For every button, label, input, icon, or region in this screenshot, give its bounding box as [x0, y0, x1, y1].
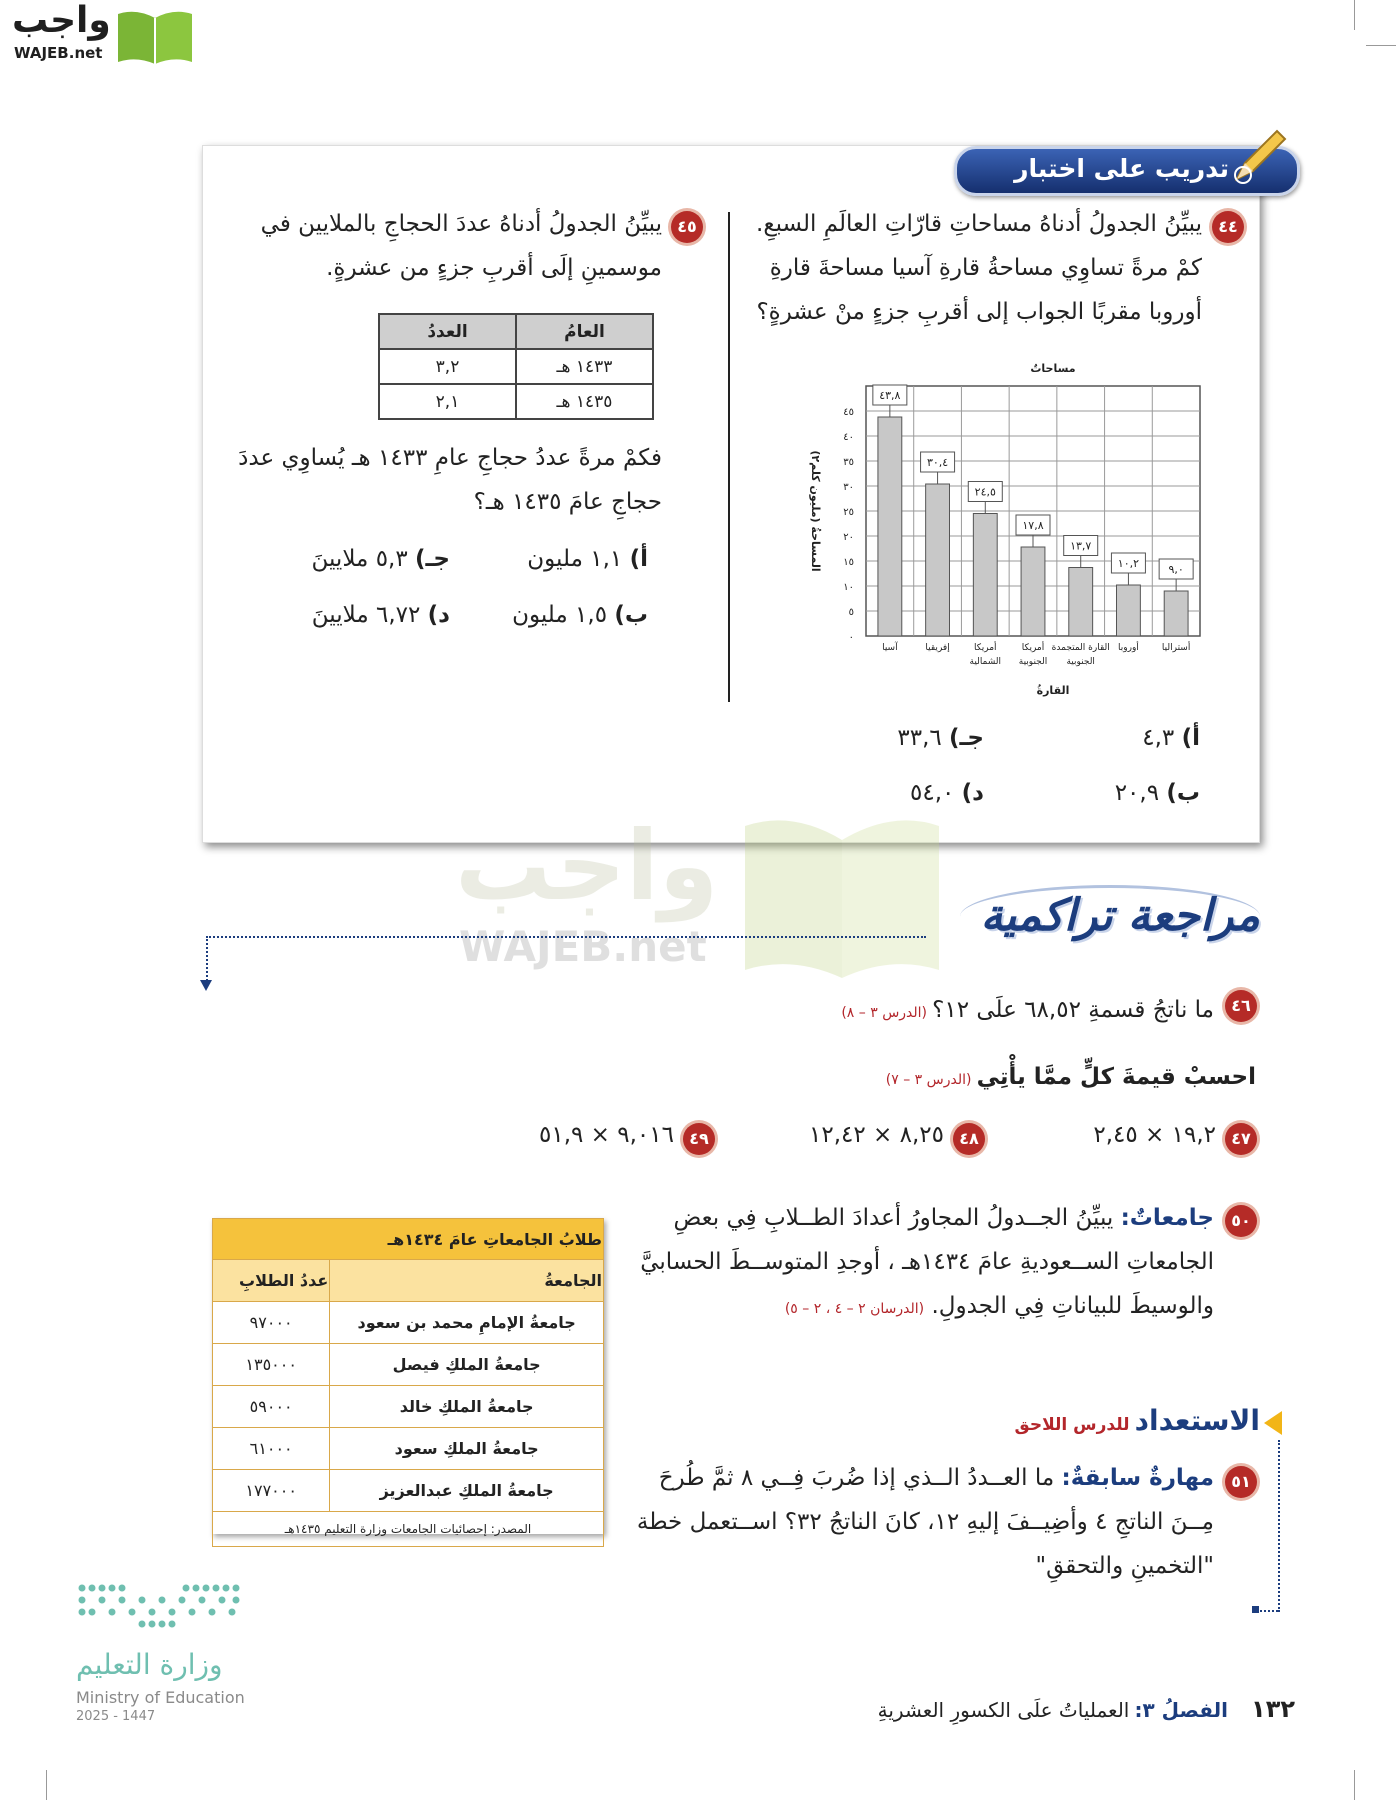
q48-badge: ٤٨	[953, 1123, 985, 1155]
q51-line: "التخمينِ والتحققِ"	[1035, 1553, 1214, 1579]
q45-option-letter: أ)	[629, 546, 648, 572]
test-practice-banner	[954, 146, 1300, 196]
q44-option-letter: ب)	[1166, 780, 1200, 806]
page-number: ١٣٢	[1251, 1695, 1295, 1723]
q51-line: مِــنَ الناتجِ ٤ وأضِيــفَ إليهِ ١٢، كانَ الناتجُ ٣٢؟ اســتعمل خطة	[636, 1509, 1214, 1535]
square-marker-icon	[1252, 1606, 1259, 1613]
calc-instruction	[880, 1064, 1256, 1090]
university-name-cell: جامعةُ الإمامِ محمد بن سعود	[330, 1302, 604, 1344]
q45-question	[232, 436, 662, 524]
x-tick-label: أمريكا	[1021, 643, 1045, 653]
table-row	[213, 1344, 604, 1386]
x-tick-label: إفريقيا	[925, 643, 950, 653]
data-label: ٤٣,٨	[879, 389, 901, 402]
y-axis-label: المساحةُ (مليون كلم٢)	[809, 450, 822, 572]
x-tick-label: آسيا	[882, 643, 898, 653]
bar	[1117, 585, 1141, 636]
hajj-table-header: العددُ	[379, 314, 516, 349]
data-label: ٢٤,٥	[974, 485, 996, 499]
chapter-title: العملياتُ علَى الكسورِ العشريةِ	[877, 1698, 1130, 1722]
watermark	[455, 810, 955, 990]
q44-option-c[interactable]	[860, 725, 984, 751]
bar	[1021, 547, 1045, 636]
review-dotted-line	[206, 936, 926, 938]
x-tick-label: الجنوبية	[1018, 657, 1048, 667]
q46-text: ما ناتجُ قسمةِ ٦٨,٥٢ علَى ١٢؟	[932, 997, 1214, 1023]
q45-badge: ٤٥	[671, 211, 703, 243]
q50-line: والوسيطَ للبياناتِ فِي الجدولِ.	[931, 1293, 1214, 1319]
prep-title: الاستعداد	[1134, 1404, 1260, 1437]
q44-option-letter: أ)	[1181, 725, 1200, 751]
q47-badge: ٤٧	[1225, 1123, 1257, 1155]
wajeb-logo	[8, 0, 188, 68]
prep-dotted-end	[1256, 1610, 1278, 1612]
review-title: مراجعة تراكمية	[980, 890, 1260, 941]
hajj-count-cell: ٢,١	[379, 384, 516, 419]
university-name-cell: جامعةُ الملكِ خالد	[330, 1386, 604, 1428]
watermark-latin: WAJEB.net	[459, 922, 707, 971]
q46-row	[760, 988, 1214, 1032]
ministry-logo-icon	[76, 1582, 248, 1634]
ministry-year: 2025 - 1447	[76, 1709, 156, 1724]
x-tick-label: الشمالية	[969, 657, 1002, 667]
q45-option-c[interactable]	[250, 546, 450, 572]
y-tick-label: ٥	[848, 607, 854, 618]
triangle-marker-icon	[1264, 1411, 1282, 1435]
q50-label: جامعاتٌ:	[1120, 1205, 1214, 1231]
university-table	[212, 1218, 604, 1547]
arrow-down-icon	[200, 980, 212, 991]
q50-badge: ٥٠	[1225, 1205, 1257, 1237]
q45-option-d[interactable]	[250, 602, 450, 628]
y-tick-label: ٠	[848, 632, 854, 643]
crop-mark	[1366, 45, 1396, 46]
y-tick-label: ٤٥	[843, 407, 854, 418]
y-tick-label: ٢٠	[843, 532, 854, 543]
q45-option-value: ١,١ مليون	[527, 546, 623, 572]
chart-title: مساحاتٌ	[1030, 362, 1076, 375]
page-footer	[800, 1695, 1295, 1723]
x-tick-label: أمريكا	[974, 643, 997, 653]
bar	[926, 484, 950, 636]
logo-latin: WAJEB.net	[14, 44, 103, 62]
data-label: ٣٠,٤	[926, 456, 949, 469]
ministry-arabic: وزارة التعليم	[76, 1648, 223, 1681]
q44-line: أوروبا مقربًا الجواب إلى أقربِ جزءٍ منْ عشرةٍ؟	[756, 299, 1202, 325]
university-table-header: الجامعةُ	[330, 1260, 604, 1302]
q46-ref: (الدرس ٣ – ٨)	[841, 1005, 928, 1021]
q51-line: ما العــددُ الــذي إذا ضُربَ فِــي ٨ ثمَّ طُرحَ	[658, 1465, 1055, 1491]
q44-option-letter: جـ)	[949, 725, 984, 751]
university-table-title: طلابُ الجامعاتِ عامَ ١٤٣٤هـ	[213, 1219, 604, 1260]
bar	[878, 417, 902, 636]
q47-expr: ١٩,٢ × ٢,٤٥	[1093, 1122, 1216, 1148]
bar	[973, 514, 997, 637]
hajj-count-cell: ٣,٢	[379, 349, 516, 384]
data-label: ٩,٠	[1168, 563, 1184, 576]
q50-ref: (الدرسان ٢ – ٤ ، ٢ – ٥)	[784, 1301, 925, 1317]
university-count-cell: ٩٧٠٠٠	[213, 1302, 330, 1344]
q44-option-d[interactable]	[860, 780, 984, 806]
q45-line: موسمينِ إلَى أقربِ جزءٍ من عشرةٍ.	[326, 255, 662, 281]
q49-expr: ٩,٠١٦ × ٥١,٩	[538, 1122, 674, 1148]
x-tick-label: أستراليا	[1161, 643, 1191, 653]
table-row	[379, 349, 653, 384]
q45-line: يبيِّنُ الجدولُ أدناهُ عددَ الحجاجِ بالملايين في	[260, 211, 662, 237]
q44-line: يبيِّنُ الجدولُ أدناهُ مساحاتِ قارّاتِ العالَمِ السبعِ.	[756, 211, 1202, 237]
calc-text: احسبْ قيمةَ كلٍّ ممَّا يأْتِي	[976, 1064, 1256, 1090]
table-row	[213, 1386, 604, 1428]
q45-option-b[interactable]	[480, 602, 648, 628]
data-label: ١٠,٢	[1117, 557, 1140, 570]
book-icon	[114, 6, 196, 66]
hajj-year-cell: ١٤٣٣ هـ	[516, 349, 653, 384]
crop-mark	[46, 1770, 47, 1800]
y-tick-label: ٣٠	[843, 482, 854, 493]
watermark-arabic: واجب	[455, 810, 719, 922]
q45-option-value: ٥,٣ ملايينَ	[311, 546, 408, 572]
data-label: ١٧,٨	[1022, 519, 1044, 532]
q44-option-letter: د)	[961, 780, 984, 806]
q51-badge: ٥١	[1225, 1466, 1257, 1498]
q45-text	[232, 202, 662, 290]
logo-arabic: واجب	[12, 0, 111, 41]
bar	[1069, 568, 1093, 637]
q51-label: مهارةٌ سابقةٌ:	[1061, 1465, 1214, 1491]
q44-line: كمْ مرةً تساوِي مساحةُ قارةِ آسيا مساحةَ قارةِ	[769, 255, 1202, 281]
hajj-table	[378, 313, 654, 420]
y-tick-label: ٣٥	[843, 457, 854, 468]
area-bar-chart	[780, 352, 1220, 702]
q44-option-a[interactable]	[1080, 725, 1200, 751]
y-tick-label: ١٥	[843, 557, 854, 568]
pencil-icon	[1227, 123, 1293, 189]
x-axis-label: القارةُ	[1036, 684, 1070, 697]
q45-option-letter: ب)	[614, 602, 648, 628]
column-divider	[728, 212, 730, 702]
university-count-cell: ٦١٠٠٠	[213, 1428, 330, 1470]
q48-expr: ٨,٢٥ × ١٢,٤٢	[808, 1122, 944, 1148]
hajj-table-header: العامُ	[516, 314, 653, 349]
table-row	[213, 1470, 604, 1512]
y-tick-label: ٢٥	[843, 507, 854, 518]
crop-mark	[1354, 0, 1355, 30]
university-name-cell: جامعةُ الملكِ فيصل	[330, 1344, 604, 1386]
table-row	[213, 1302, 604, 1344]
x-tick-label: القارة المتجمدة	[1051, 643, 1110, 653]
chapter-label: الفصلُ ٣:	[1134, 1698, 1228, 1722]
q45-option-letter: د)	[427, 602, 450, 628]
q50-line: يبيِّنُ الجــدولُ المجاورُ أعدادَ الطــلابِ فِي بعضِ	[673, 1205, 1114, 1231]
review-dotted-drop	[206, 936, 208, 984]
university-table-header: عددُ الطلابِ	[213, 1260, 330, 1302]
hajj-year-cell: ١٤٣٥ هـ	[516, 384, 653, 419]
calc-ref: (الدرس ٣ – ٧)	[885, 1072, 972, 1088]
q44-option-value: ٢٠,٩	[1114, 780, 1160, 806]
university-table-source: المصدر: إحصائيات الجامعات وزارة التعليم ١٤٣٥هـ	[213, 1512, 604, 1547]
x-tick-label: الجنوبية	[1066, 657, 1095, 667]
bar	[1164, 591, 1188, 636]
q44-text	[756, 202, 1202, 334]
crop-mark	[1354, 1770, 1355, 1800]
q44-option-value: ٤,٣	[1142, 725, 1175, 751]
university-count-cell: ١٣٥٠٠٠	[213, 1344, 330, 1386]
q45-option-letter: جـ)	[415, 546, 450, 572]
university-name-cell: جامعةُ الملكِ سعود	[330, 1428, 604, 1470]
y-tick-label: ٤٠	[843, 432, 854, 443]
x-tick-label: أوروبا	[1118, 643, 1139, 653]
table-row	[213, 1428, 604, 1470]
ministry-english: Ministry of Education	[76, 1688, 245, 1707]
y-tick-label: ١٠	[843, 582, 854, 593]
data-label: ١٣,٧	[1070, 539, 1092, 553]
university-count-cell: ٥٩٠٠٠	[213, 1386, 330, 1428]
q44-badge: ٤٤	[1212, 211, 1244, 243]
q45-option-value: ١,٥ مليون	[512, 602, 608, 628]
q50-text	[620, 1196, 1214, 1331]
q44-option-value: ٥٤,٠	[909, 780, 955, 806]
q45-question-line: حجاجِ عامَ ١٤٣٥ هـ؟	[473, 489, 662, 515]
table-row	[379, 384, 653, 419]
q50-line: الجامعاتِ الســعوديةِ عامَ ١٤٣٤هـ ، أوجدِ المتوســطَ الحسابيَّ	[640, 1249, 1214, 1275]
q44-option-b[interactable]	[1080, 780, 1200, 806]
prep-heading	[940, 1404, 1260, 1437]
q49-badge: ٤٩	[683, 1123, 715, 1155]
university-name-cell: جامعةُ الملكِ عبدالعزيز	[330, 1470, 604, 1512]
q45-option-a[interactable]	[480, 546, 648, 572]
q45-option-value: ٦,٧٢ ملايينَ	[311, 602, 421, 628]
test-practice-title: تدريب على اختبار	[1014, 154, 1229, 183]
q51-text	[620, 1456, 1214, 1588]
q46-badge: ٤٦	[1225, 990, 1257, 1022]
university-count-cell: ١٧٧٠٠٠	[213, 1470, 330, 1512]
prep-dotted-line	[1278, 1440, 1280, 1612]
prep-subtitle: للدرس اللاحق	[1014, 1415, 1130, 1435]
q45-question-line: فكمْ مرةً عددُ حجاجِ عامِ ١٤٣٣ هـ يُساوِي عددَ	[238, 445, 662, 471]
q44-option-value: ٣٣,٦	[897, 725, 942, 751]
